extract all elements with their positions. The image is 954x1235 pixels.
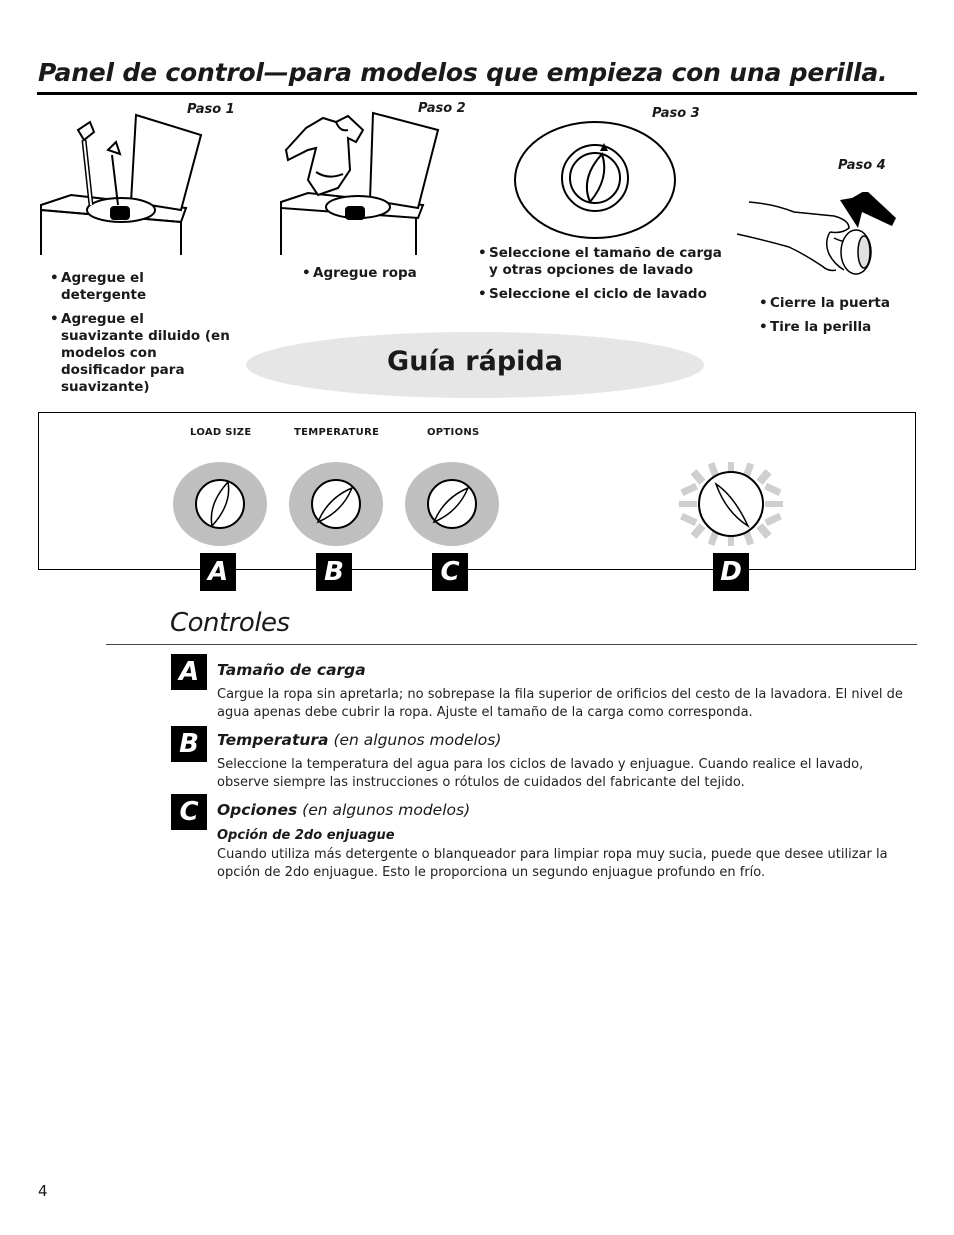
control-c-subheading: Opción de 2do enjuague (217, 828, 395, 843)
options-knob[interactable] (402, 460, 502, 550)
step-3-bullet: • Seleccione el ciclo de lavado (478, 286, 728, 303)
control-b-letter: B (171, 726, 207, 762)
step-3-bullets (478, 245, 728, 310)
load-size-label: LOAD SIZE (190, 427, 252, 438)
control-a-description: Cargue la ropa sin apretarla; no sobrepase la fila superior de orificios del cesto de la lavadora. El nivel de agua apenas debe cubrir la ropa. Ajuste el tamaño de la carga como corresponda. (217, 687, 903, 720)
step-2-bullets (302, 265, 452, 289)
panel-letter-c: C (432, 553, 468, 591)
page-title: Panel de control—para modelos que empieza con una perilla. (38, 58, 888, 87)
step-4-bullet: • Cierre la puerta (759, 295, 909, 312)
step-3-label: Paso 3 (652, 106, 700, 121)
control-c-heading-text: Opciones (217, 801, 298, 819)
step-3-dial-illustration (510, 118, 680, 243)
controls-divider (106, 644, 917, 645)
step-4-bullet: • Tire la perilla (759, 319, 909, 336)
step-3-bullet: • Seleccione el tamaño de carga y otras opciones de lavado (478, 245, 728, 279)
control-c-heading-sub: (en algunos modelos) (302, 801, 471, 819)
step-1-washer-illustration (36, 110, 206, 260)
page-number: 4 (38, 1182, 48, 1200)
step-4-bullets (759, 295, 909, 343)
temperature-label: TEMPERATURE (294, 427, 380, 438)
control-a-heading (217, 661, 366, 679)
panel-letter-b: B (316, 553, 352, 591)
load-size-knob[interactable] (170, 460, 270, 550)
step-2-bullet: • Agregue ropa (302, 265, 452, 282)
control-c-description: Cuando utiliza más detergente o blanqueador para limpiar ropa muy sucia, puede que desee utilizar la opción de 2do enjuague. Esto le proporciona un segundo enjuague profundo en frío. (217, 847, 888, 880)
quick-guide-title: Guía rápida (387, 346, 563, 377)
temperature-knob[interactable] (286, 460, 386, 550)
control-c-heading (217, 801, 470, 819)
control-b-heading-text: Temperatura (217, 731, 329, 749)
step-4-label: Paso 4 (838, 158, 886, 173)
title-divider (37, 92, 917, 95)
panel-letter-a: A (200, 553, 236, 591)
control-c-letter: C (171, 794, 207, 830)
step-1-bullets (50, 270, 230, 403)
step-4-hand-illustration (734, 192, 899, 287)
step-2-label: Paso 2 (418, 101, 466, 116)
cycle-knob[interactable] (676, 460, 786, 550)
step-1-bullet: • Agregue el suavizante diluido (en modelos con dosificador para suavizante) (50, 311, 230, 396)
control-a-letter: A (171, 654, 207, 690)
options-label: OPTIONS (427, 427, 480, 438)
controls-title: Controles (170, 608, 290, 638)
control-a-heading-text: Tamaño de carga (217, 661, 366, 679)
step-1-label: Paso 1 (187, 102, 235, 117)
control-b-heading-sub: (en algunos modelos) (333, 731, 502, 749)
control-b-description: Seleccione la temperatura del agua para los ciclos de lavado y enjuague. Cuando realice el lavado, observe siempre las instrucciones o rótulos de cuidados del fabricante del tejido. (217, 757, 864, 790)
control-b-heading (217, 731, 501, 749)
step-2-washer-illustration (278, 110, 443, 260)
panel-letter-d: D (713, 553, 749, 591)
step-1-bullet: • Agregue el detergente (50, 270, 230, 304)
